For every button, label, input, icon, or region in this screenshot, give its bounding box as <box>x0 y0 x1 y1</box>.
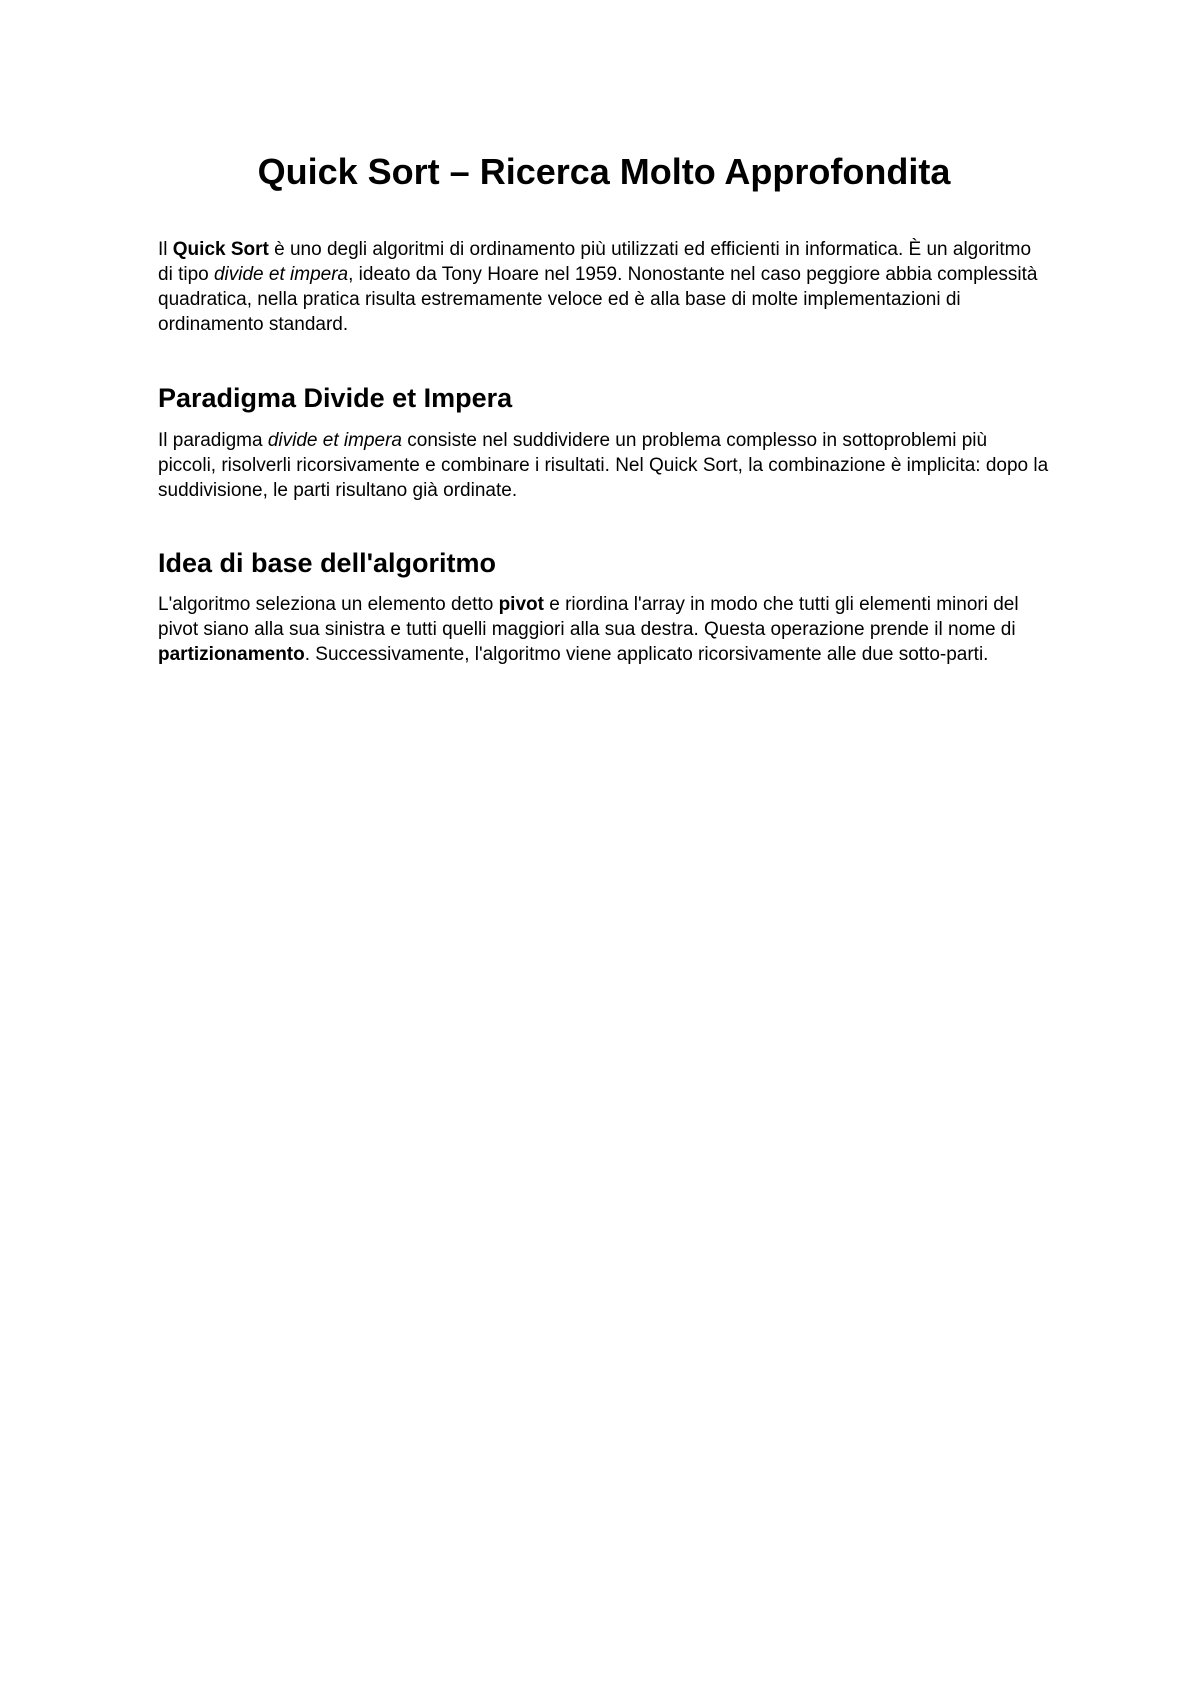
idea-bold-partizionamento: partizionamento <box>158 643 305 665</box>
intro-text-1: Il <box>158 239 173 261</box>
intro-text-3: , ideato da Tony Hoare nel 1959. Nonostante nel caso peggiore abbia complessità quadratica, nella pratica risulta estremamente veloce ed è alla base di molte implementazioni di ordinamento standard. <box>158 264 1038 336</box>
section-heading-paradigma: Paradigma Divide et Impera <box>158 383 513 414</box>
section-heading-idea-di-base: Idea di base dell'algoritmo <box>158 547 497 578</box>
document-title: Quick Sort – Ricerca Molto Approfondita <box>257 151 951 192</box>
paradigma-text-1: Il paradigma <box>158 429 268 451</box>
intro-bold-quick-sort: Quick Sort <box>172 239 269 261</box>
paradigma-text-2: consiste nel suddividere un problema complesso in sottoproblemi più piccoli, risolverli ricorsivamente e combinare i risultati. Nel Quick Sort, la combinazione è implicita: dopo la suddivisione, le parti risultano già ordinate. <box>158 429 1049 501</box>
intro-paragraph <box>158 237 1050 337</box>
intro-italic-divide-et-impera: divide et impera <box>213 264 349 286</box>
section-paragraph-paradigma <box>158 428 1050 503</box>
idea-text-1: L'algoritmo seleziona un elemento detto <box>158 593 499 615</box>
section-paragraph-idea-di-base <box>158 592 1050 667</box>
paradigma-italic-divide-et-impera: divide et impera <box>267 429 402 451</box>
intro-text-2: è uno degli algoritmi di ordinamento più utilizzati ed efficienti in informatica. È un algoritmo di tipo <box>158 239 1032 286</box>
idea-text-2: e riordina l'array in modo che tutti gli elementi minori del pivot siano alla sua sinistra e tutti quelli maggiori alla sua destra. Questa operazione prende il nome di <box>158 593 1019 640</box>
idea-bold-pivot: pivot <box>498 593 544 615</box>
document-page <box>158 150 1050 667</box>
idea-text-3: . Successivamente, l'algoritmo viene applicato ricorsivamente alle due sotto-parti. <box>304 643 989 665</box>
